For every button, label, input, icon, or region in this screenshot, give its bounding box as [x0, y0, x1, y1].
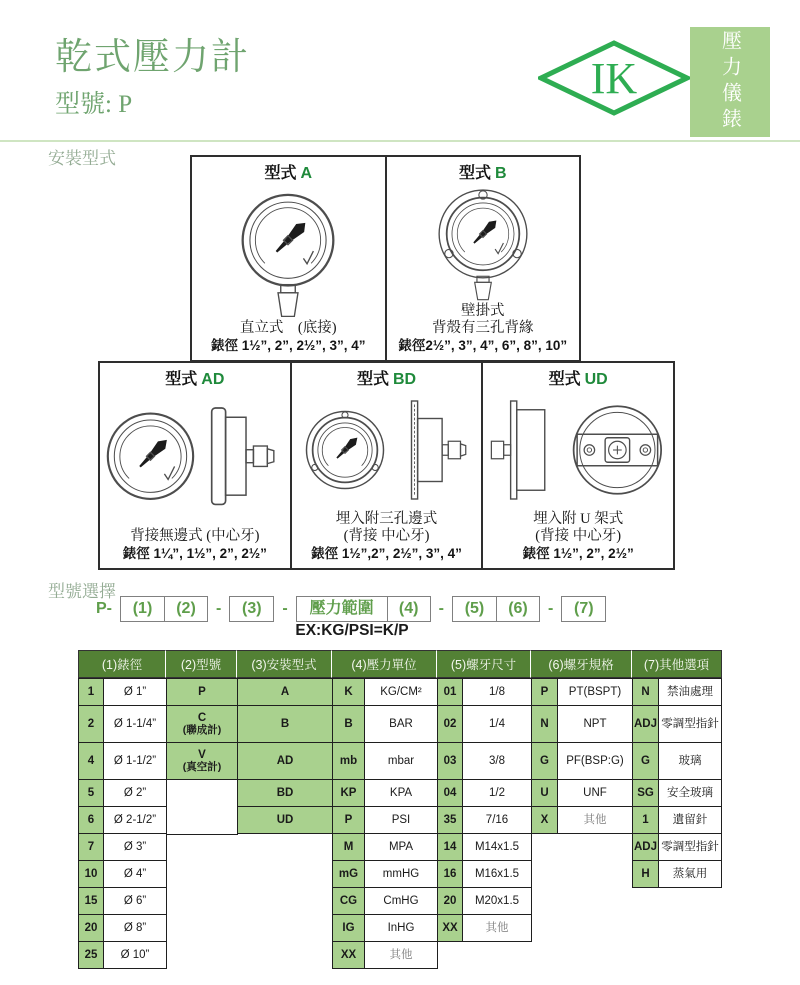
- mount-type-bd-sizes: 錶徑 1½”,2”, 2½”, 3”, 4”: [311, 546, 462, 562]
- builder-slot-2: (2): [164, 597, 207, 621]
- table-row: 03 3/8: [437, 742, 532, 780]
- mount-type-ud-title: [549, 366, 608, 389]
- header-thread-spec: (6)螺牙規格: [531, 650, 632, 678]
- builder-slot-5: (5): [464, 600, 485, 617]
- mount-type-a-art: [198, 183, 378, 320]
- gauge-back-mount-drawing: [102, 395, 288, 523]
- mount-type-ad: [100, 363, 290, 568]
- column-pressure-unit: [332, 678, 438, 969]
- table-row: 1 Ø 1”: [78, 678, 167, 706]
- type-code: A: [300, 165, 313, 182]
- table-row: 04 1/2: [437, 779, 532, 807]
- type-word: 型式: [548, 371, 581, 388]
- mount-type-bd: [290, 363, 482, 568]
- model-number-label: 型號: P: [55, 91, 133, 118]
- table-row: P PSI: [332, 806, 438, 834]
- mount-type-bd-caption: 埋入附三孔邊式: [335, 510, 438, 527]
- mount-type-b-art: [397, 183, 569, 303]
- builder-slot-6: (6): [496, 597, 539, 621]
- builder-slot-range: 壓力範圍: [309, 600, 374, 617]
- table-row-empty: [166, 779, 238, 835]
- mount-type-b: [385, 157, 580, 360]
- table-row: 1 遺留針: [632, 806, 722, 834]
- header-thread-size: (5)螺牙尺寸: [437, 650, 531, 678]
- table-row: 20 M20x1.5: [437, 887, 532, 915]
- table-row: 35 7/16: [437, 806, 532, 834]
- table-row: N 禁油處理: [632, 678, 722, 706]
- mount-type-ud-sizes: 錶徑 1½”, 2”, 2½”: [522, 546, 634, 562]
- table-row: H 蒸氣用: [632, 860, 722, 888]
- header-divider: [0, 140, 800, 142]
- mount-type-b-sizes: 錶徑2½”, 3”, 4”, 6”, 8”, 10”: [398, 338, 568, 354]
- table-row: V (真空計): [166, 742, 238, 780]
- builder-box-range-4: [296, 596, 431, 622]
- table-row: 20 Ø 8”: [78, 914, 167, 942]
- side-banner: [690, 27, 770, 137]
- ik-logo: [538, 40, 690, 116]
- table-row: U UNF: [531, 779, 633, 807]
- mount-type-a: [192, 157, 385, 360]
- column-mount-type: [237, 678, 333, 834]
- table-row: IG InHG: [332, 914, 438, 942]
- table-row: UD: [237, 806, 333, 834]
- table-row: ADJ 零調型指針: [632, 705, 722, 743]
- spec-table-header: [78, 650, 722, 678]
- table-row: XX 其他: [437, 914, 532, 942]
- mount-type-ud-caption: 埋入附 U 架式: [533, 510, 624, 527]
- table-row: KP KPA: [332, 779, 438, 807]
- builder-slot-1: (1): [132, 600, 153, 617]
- type-word: 型式: [458, 165, 491, 182]
- table-row: C (聯成計): [166, 705, 238, 743]
- builder-slot-4: (4): [387, 597, 430, 621]
- spec-table: [78, 650, 724, 980]
- table-row: 14 M14x1.5: [437, 833, 532, 861]
- table-row: B BAR: [332, 705, 438, 743]
- table-row: mG mmHG: [332, 860, 438, 888]
- type-word: 型式: [165, 371, 198, 388]
- table-row: ADJ 零調型指針: [632, 833, 722, 861]
- mount-type-a-sizes: 錶徑 1½”, 2”, 2½”, 3”, 4”: [210, 338, 366, 354]
- table-row: BD: [237, 779, 333, 807]
- table-row: A: [237, 678, 333, 706]
- mount-type-box-bottom: [98, 361, 675, 570]
- table-row: 02 1/4: [437, 705, 532, 743]
- mount-type-ad-art: [102, 389, 288, 528]
- builder-example: EX:KG/PSI=K/P: [295, 622, 409, 639]
- table-row: P: [166, 678, 238, 706]
- column-other-options: [632, 678, 722, 888]
- gauge-u-clamp-drawing: [482, 394, 674, 506]
- table-row: N NPT: [531, 705, 633, 743]
- table-row: 4 Ø 1-1/2”: [78, 742, 167, 780]
- table-row: 16 M16x1.5: [437, 860, 532, 888]
- table-row: P PT(BSPT): [531, 678, 633, 706]
- table-row: 10 Ø 4”: [78, 860, 167, 888]
- mount-type-bd-title: [357, 366, 416, 389]
- section-label-model-selection: 型號選擇: [48, 582, 116, 601]
- builder-box-5-6: [452, 596, 540, 622]
- table-row: SG 安全玻璃: [632, 779, 722, 807]
- table-row: 6 Ø 2-1/2”: [78, 806, 167, 834]
- type-code: AD: [201, 371, 225, 388]
- table-row: CG CmHG: [332, 887, 438, 915]
- column-dial-size: [78, 678, 167, 969]
- type-word: 型式: [356, 371, 389, 388]
- column-thread-spec: [531, 678, 633, 834]
- table-row: 15 Ø 6”: [78, 887, 167, 915]
- table-row: 2 Ø 1-1/4”: [78, 705, 167, 743]
- table-row: 25 Ø 10”: [78, 941, 167, 969]
- table-row: K KG/CM²: [332, 678, 438, 706]
- mount-type-bd-caption2: (背接 中心牙): [343, 528, 430, 545]
- model-code-builder: [96, 596, 606, 622]
- builder-dash: -: [282, 600, 288, 617]
- mount-type-ad-caption: 背接無邊式 (中心牙): [130, 528, 260, 545]
- table-row: G PF(BSP:G): [531, 742, 633, 780]
- table-row: 5 Ø 2”: [78, 779, 167, 807]
- table-row: B: [237, 705, 333, 743]
- gauge-front-flange-drawing: [397, 184, 569, 302]
- mount-type-b-title: [459, 160, 507, 183]
- header-model: (2)型號: [166, 650, 237, 678]
- mount-type-ud: [481, 363, 673, 568]
- gauge-front-bottom-drawing: [198, 184, 378, 320]
- header-dial-size: (1)錶徑: [78, 650, 166, 678]
- mount-type-ud-art: [482, 389, 674, 511]
- builder-dash: -: [547, 600, 554, 617]
- table-row: X 其他: [531, 806, 633, 834]
- table-row: G 玻璃: [632, 742, 722, 780]
- mount-type-a-caption: 直立式 (底接): [239, 320, 337, 337]
- type-code: BD: [392, 371, 417, 388]
- column-model: [166, 678, 238, 835]
- column-thread-size: [437, 678, 532, 942]
- logo-text: IK: [590, 54, 638, 103]
- header-pressure-unit: (4)壓力單位: [332, 650, 437, 678]
- page-title: 乾式壓力計: [55, 37, 250, 78]
- builder-slot-3: (3): [242, 600, 262, 617]
- mount-type-ud-caption2: (背接 中心牙): [535, 528, 622, 545]
- builder-box-7: [561, 596, 606, 622]
- mount-type-bd-art: [296, 389, 478, 511]
- mount-type-ad-sizes: 錶徑 1¼”, 1½”, 2”, 2½”: [122, 546, 267, 562]
- table-row: AD: [237, 742, 333, 780]
- table-row: mb mbar: [332, 742, 438, 780]
- header-mount-type: (3)安裝型式: [237, 650, 332, 678]
- builder-box-3: [229, 596, 274, 622]
- mount-type-ad-title: [165, 366, 224, 389]
- type-word: 型式: [264, 165, 297, 182]
- type-code: B: [494, 165, 507, 182]
- builder-slot-7: (7): [574, 600, 594, 617]
- builder-box-1-2: [120, 596, 208, 622]
- table-row: XX 其他: [332, 941, 438, 969]
- gauge-panel-mount-drawing: [296, 394, 478, 506]
- table-row: 7 Ø 3”: [78, 833, 167, 861]
- mount-type-a-title: [264, 160, 312, 183]
- side-banner-text: 壓力儀錶: [718, 30, 741, 134]
- builder-prefix: P-: [96, 600, 112, 617]
- section-label-mount-types: 安裝型式: [48, 149, 116, 168]
- type-code: UD: [584, 371, 608, 388]
- builder-dash: -: [438, 600, 444, 617]
- table-row: M MPA: [332, 833, 438, 861]
- mount-type-b-caption: 壁掛式: [461, 302, 505, 319]
- mount-type-b-caption2: 背殼有三孔背緣: [432, 320, 534, 337]
- mount-type-box-top: [190, 155, 581, 362]
- table-row: 01 1/8: [437, 678, 532, 706]
- header-other-options: (7)其他選項: [632, 650, 722, 678]
- builder-dash: -: [216, 600, 222, 617]
